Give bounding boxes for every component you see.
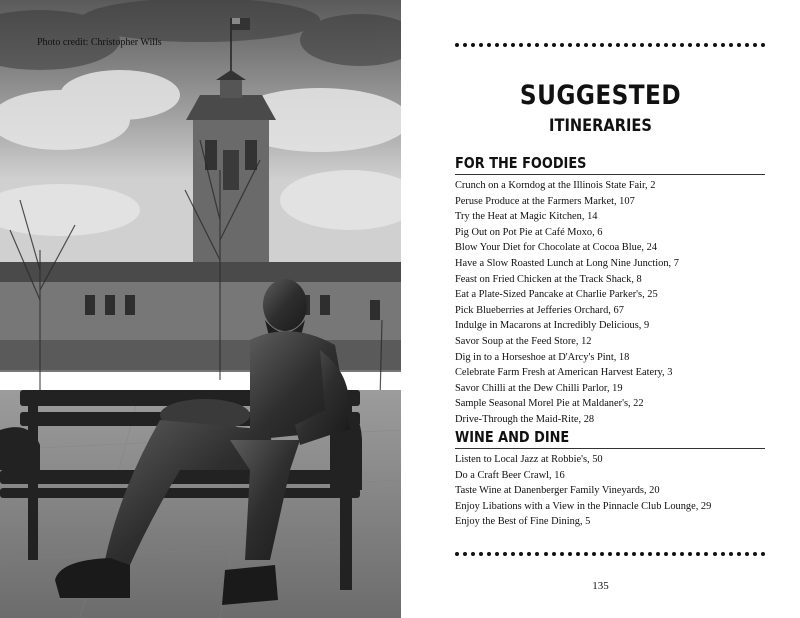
dot [672, 552, 676, 556]
dot [721, 43, 725, 47]
dot [616, 552, 620, 556]
dot [688, 552, 692, 556]
photo-credit: Photo credit: Christopher Wills [37, 37, 162, 48]
dot [455, 43, 459, 47]
list-item: Pig Out on Pot Pie at Café Moxo, 6 [455, 226, 603, 238]
dotted-rule-top [455, 43, 765, 47]
list-item: Feast on Fried Chicken at the Track Shack, 8 [455, 273, 642, 285]
dot [600, 552, 604, 556]
wine-and-dine-list [455, 452, 775, 530]
section-heading-text: WINE AND DINE [455, 428, 570, 446]
dot [648, 552, 652, 556]
section-heading-wine-and-dine [455, 428, 765, 449]
dot [592, 43, 596, 47]
dot [624, 43, 628, 47]
list-item: Enjoy the Best of Fine Dining, 5 [455, 516, 591, 528]
dot [463, 552, 467, 556]
dot [495, 43, 499, 47]
dot [713, 552, 717, 556]
dot [656, 43, 660, 47]
dot [535, 552, 539, 556]
dot [503, 552, 507, 556]
dot [471, 43, 475, 47]
list-item: Do a Craft Beer Crawl, 16 [455, 469, 565, 481]
dot [527, 43, 531, 47]
dot [696, 43, 700, 47]
dot [568, 552, 572, 556]
dot [544, 43, 548, 47]
dot [640, 552, 644, 556]
dot [495, 552, 499, 556]
page-subtitle: ITINERARIES [549, 116, 652, 136]
dot [761, 552, 765, 556]
dot [600, 43, 604, 47]
dot [664, 43, 668, 47]
dot [487, 552, 491, 556]
dot [672, 43, 676, 47]
list-item: Listen to Local Jazz at Robbie's, 50 [455, 454, 603, 465]
page-number: 135 [592, 580, 609, 592]
dot [753, 552, 757, 556]
dot [463, 43, 467, 47]
dot [519, 552, 523, 556]
dot [503, 43, 507, 47]
dot [680, 552, 684, 556]
dot [680, 43, 684, 47]
dotted-rule-bottom [455, 552, 765, 556]
dot [455, 552, 459, 556]
list-item: Dig in to a Horseshoe at D'Arcy's Pint, 18 [455, 351, 630, 363]
dot [632, 552, 636, 556]
dot [544, 552, 548, 556]
dot [487, 43, 491, 47]
dot [560, 43, 564, 47]
dot [745, 43, 749, 47]
dot [640, 43, 644, 47]
page-title: SUGGESTED [519, 80, 682, 111]
dot [721, 552, 725, 556]
list-item: Pick Blueberries at Jefferies Orchard, 67 [455, 304, 624, 316]
list-item: Savor Chilli at the Dew Chilli Parlor, 19 [455, 382, 623, 394]
list-item: Taste Wine at Danenberger Family Vineyards, 20 [455, 485, 660, 497]
dot [729, 552, 733, 556]
dot [664, 552, 668, 556]
list-item: Enjoy Libations with a View in the Pinnacle Club Lounge, 29 [455, 500, 712, 512]
dot [576, 552, 580, 556]
dot [729, 43, 733, 47]
section-heading-foodies [455, 154, 765, 175]
dot [560, 552, 564, 556]
list-item: Eat a Plate-Sized Pancake at Charlie Parker's, 25 [455, 289, 658, 301]
dot [608, 43, 612, 47]
dot [624, 552, 628, 556]
dot [479, 43, 483, 47]
list-item: Celebrate Farm Fresh at American Harvest Eatery, 3 [455, 367, 673, 379]
dot [552, 43, 556, 47]
section-heading-text: FOR THE FOODIES [455, 154, 587, 172]
list-item: Indulge in Macarons at Incredibly Delicious, 9 [455, 320, 650, 332]
list-item: Crunch on a Korndog at the Illinois State Fair, 2 [455, 180, 656, 191]
dot [519, 43, 523, 47]
list-item: Sample Seasonal Morel Pie at Maldaner's, 22 [455, 398, 644, 410]
dot [696, 552, 700, 556]
dot [616, 43, 620, 47]
dot [592, 552, 596, 556]
list-item: Try the Heat at Magic Kitchen, 14 [455, 211, 598, 223]
dot [753, 43, 757, 47]
dot [713, 43, 717, 47]
dot [761, 43, 765, 47]
dot [576, 43, 580, 47]
foodies-list [455, 178, 775, 428]
dot [479, 552, 483, 556]
dot [704, 43, 708, 47]
itinerary-page [401, 0, 800, 618]
dot [552, 552, 556, 556]
list-item: Peruse Produce at the Farmers Market, 107 [455, 195, 635, 207]
dot [511, 43, 515, 47]
dot [737, 43, 741, 47]
dot [648, 43, 652, 47]
dot [745, 552, 749, 556]
list-item: Savor Soup at the Feed Store, 12 [455, 335, 592, 347]
dot [471, 552, 475, 556]
dot [737, 552, 741, 556]
dot [608, 552, 612, 556]
dot [632, 43, 636, 47]
dot [688, 43, 692, 47]
dot [656, 552, 660, 556]
dot [511, 552, 515, 556]
list-item: Blow Your Diet for Chocolate at Cocoa Blue, 24 [455, 242, 658, 254]
list-item: Drive-Through the Maid-Rite, 28 [455, 413, 595, 425]
dot [535, 43, 539, 47]
dot [584, 552, 588, 556]
list-item: Have a Slow Roasted Lunch at Long Nine Junction, 7 [455, 257, 679, 269]
dot [584, 43, 588, 47]
dot [527, 552, 531, 556]
dot [704, 552, 708, 556]
dot [568, 43, 572, 47]
